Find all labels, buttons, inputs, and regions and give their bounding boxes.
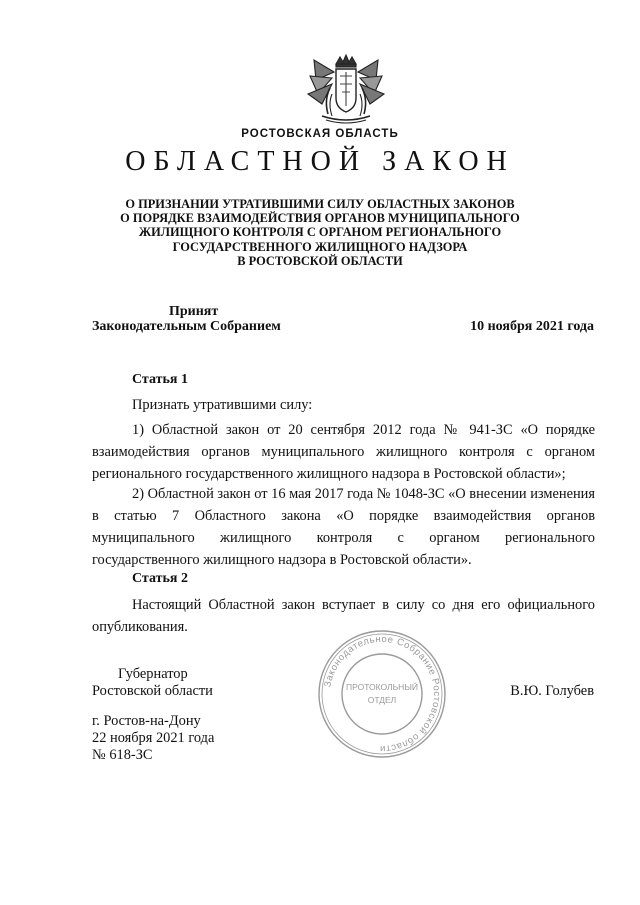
document-type: ОБЛАСТНОЙ ЗАКОН (125, 146, 515, 177)
article-1-item-1: 1) Областной закон от 20 сентября 2012 года № 941-ЗС «О порядке взаимодействия органов муниципального жилищного контроля с органом регионального государственного жилищного надзора в Ростовской области»; (92, 422, 595, 482)
adopted-label: Принят (169, 304, 219, 319)
signing-city: г. Ростов-на-Дону (92, 713, 201, 729)
title-line: ГОСУДАРСТВЕННОГО ЖИЛИЩНОГО НАДЗОРА (172, 239, 468, 254)
coat-of-arms-icon (304, 54, 388, 124)
title-line: ЖИЛИЩНОГО КОНТРОЛЯ С ОРГАНОМ РЕГИОНАЛЬНОГО (138, 225, 502, 240)
title-line: О ПРИЗНАНИИ УТРАТИВШИМИ СИЛУ ОБЛАСТНЫХ ЗАКОНОВ (125, 197, 515, 211)
signing-date: 22 ноября 2021 года (92, 730, 215, 746)
article-2-text: Настоящий Областной закон вступает в силу со дня его официального опубликования. (92, 597, 595, 635)
adopted-by: Законодательным Собранием (92, 319, 281, 334)
article-1-lead: Признать утратившими силу: (132, 397, 313, 413)
official-stamp (316, 628, 448, 760)
adopted-date: 10 ноября 2021 года (470, 319, 594, 334)
article-1-title: Статья 1 (132, 372, 188, 387)
signer-position-line-2: Ростовской области (92, 683, 213, 699)
stamp-center-line-1: ПРОТОКОЛЬНЫЙ (346, 682, 418, 692)
law-number: № 618-ЗС (92, 747, 153, 763)
title-line: О ПОРЯДКЕ ВЗАИМОДЕЙСТВИЯ ОРГАНОВ МУНИЦИПАЛЬНОГО (120, 211, 520, 226)
stamp-ring-text: Законодательное Собрание Ростовской области (322, 633, 443, 755)
signer-name: В.Ю. Голубев (510, 683, 594, 699)
document-title (110, 197, 530, 268)
signer-position-line-1: Губернатор (118, 666, 188, 682)
article-2-title: Статья 2 (132, 571, 188, 586)
region-name: РОСТОВСКАЯ ОБЛАСТЬ (241, 128, 399, 140)
title-line: В РОСТОВСКОЙ ОБЛАСТИ (237, 253, 403, 268)
article-1-item-2: 2) Областной закон от 16 мая 2017 года № 1048-ЗС «О внесении изменения в статью 7 Областного закона «О порядке взаимодействия органов муниципального жилищного контроля с органом регионального государственного жилищного надзора в Ростовской области». (92, 486, 595, 568)
stamp-center-line-2: ОТДЕЛ (367, 695, 397, 705)
